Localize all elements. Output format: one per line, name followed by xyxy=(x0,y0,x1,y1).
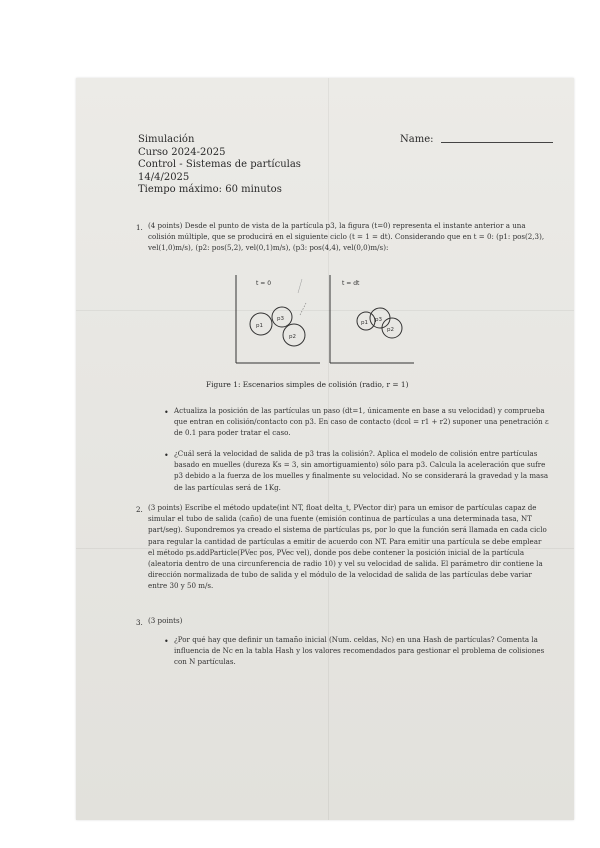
right-panel-label: t = dt xyxy=(342,280,360,287)
time-limit: Tiempo máximo: 60 minutos xyxy=(138,184,282,195)
name-blank-line xyxy=(441,142,553,143)
velocity-arrow xyxy=(300,303,306,315)
bullet-dot: • xyxy=(164,408,169,417)
p1-label: p1 xyxy=(256,323,263,329)
bullet-dot: • xyxy=(164,637,169,646)
q3-text: (3 points) xyxy=(148,616,183,625)
p1-label: p1 xyxy=(361,320,368,326)
name-label: Name: xyxy=(400,134,434,145)
exam-title: Control - Sistemas de partículas xyxy=(138,159,301,170)
collision-figure xyxy=(226,273,416,369)
p2-label: p2 xyxy=(387,327,394,333)
q1-number: 1. xyxy=(136,223,143,232)
exam-date: 14/4/2025 xyxy=(138,171,190,183)
q2-text: (3 points) Escribe el método update(int NT, float delta_t, PVector dir) para un emisor de partículas capaz de simular el tubo de salida (caño) de una fuente (emisión continua de partículas a una determinada tasa, NT part/seg). Supondremos ya creado el sistema de partículas ps, por lo que la función será llamada en cada ciclo para regular la cantidad de partículas a emitir de acuerdo con NT. Para emitir una partícula se debe emplear el método ps.addParticle(PVec pos, PVec vel), donde pos debe contener la posición inicial de la partícula (aleatoria dentro de una circunferencia de radio 10) y vel su velocidad de salida. El parámetro dir contiene la dirección normalizada de tubo de salida y el módulo de la velocidad de salida de las partículas debe variar entre 30 y 50 m/s. xyxy=(148,503,547,591)
q3-bullet-a: ¿Por qué hay que definir un tamaño inicial (Num. celdas, Nc) en una Hash de partículas? Comenta la influencia de Nc en la tabla Hash y los valores recomendados para gestionar el problema de colisiones con N partículas. xyxy=(174,635,545,667)
q1-bullet-a: Actualiza la posición de las partículas un paso (dt=1, únicamente en base a su velocidad) y comprueba que entran en colisión/contacto con p3. En caso de contacto (dcol = r1 + r2) suponer una penetración ε de 0.1 para poder tratar el caso. xyxy=(174,406,549,438)
q3-number: 3. xyxy=(136,618,143,627)
q2-number: 2. xyxy=(136,505,143,514)
subject: Simulación xyxy=(138,134,195,145)
p3-label: p3 xyxy=(375,317,382,323)
name-field xyxy=(400,134,553,145)
exam-header xyxy=(138,134,301,197)
bullet-dot: • xyxy=(164,451,169,460)
velocity-arrow xyxy=(298,279,302,293)
left-panel-label: t = 0 xyxy=(256,280,272,287)
exam-sheet xyxy=(76,78,574,820)
q1-bullet-b: ¿Cuál será la velocidad de salida de p3 tras la colisión?. Aplica el modelo de colisión entre partículas basado en muelles (dureza Ks = 3, sin amortiguamiento) sólo para p3. Calcula la aceleración que sufre p3 debido a la fuerza de los muelles y finalmente su velocidad. No se considerará la gravedad y la masa de las partículas será de 1Kg. xyxy=(174,449,549,492)
p3-label: p3 xyxy=(277,316,284,322)
q1-text: (4 points) Desde el punto de vista de la partícula p3, la figura (t=0) representa el instante anterior a una colisión múltiple, que se producirá en el siguiente ciclo (t = 1 = dt). Considerando que en t = 0: (p1: pos(2,3), vel(1,0)m/s), (p2: pos(5,2), vel(0,1)m/s), (p3: pos(4,4), vel(0,0)m/s): xyxy=(148,221,545,253)
course: Curso 2024-2025 xyxy=(138,146,226,158)
p2-label: p2 xyxy=(289,334,296,340)
figure-caption: Figure 1: Escenarios simples de colisión (radio, r = 1) xyxy=(206,380,409,389)
